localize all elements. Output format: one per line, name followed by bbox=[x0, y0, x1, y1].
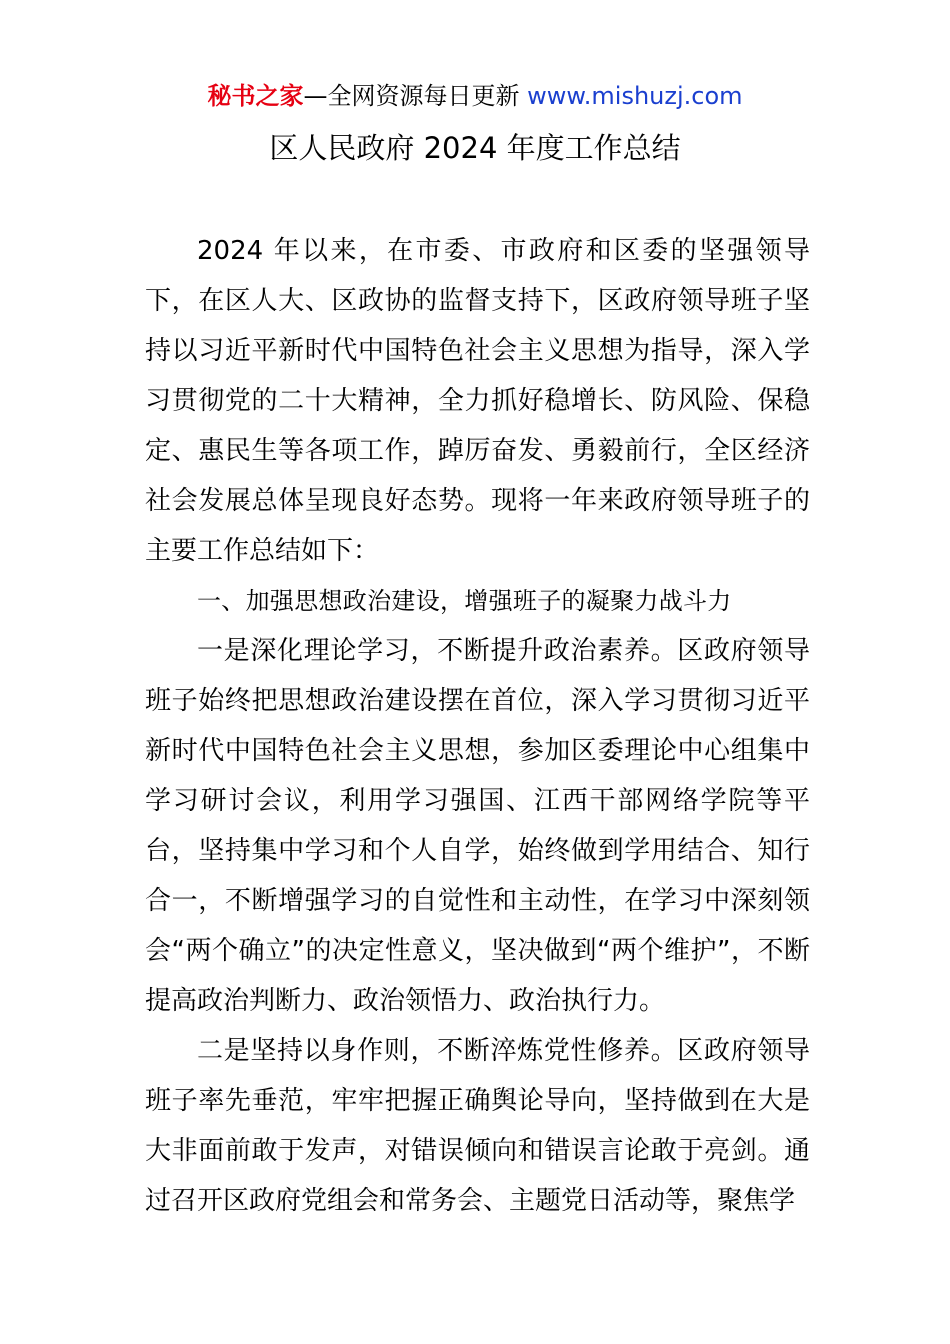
header-slogan: —全网资源每日更新 bbox=[303, 82, 528, 110]
paragraph-point-1: 一是深化理论学习，不断提升政治素养。区政府领导班子始终把思想政治建设摆在首位，深入学习贯彻习近平新时代中国特色社会主义思想，参加区委理论中心组集中学习研讨会议，利用学习强国、江西干部网络学院等平台，坚持集中学习和个人自学，始终做到学用结合、知行合一，不断增强学习的自觉性和主动性，在学习中深刻领会“两个确立”的决定性意义，坚决做到“两个维护”，不断提高政治判断力、政治领悟力、政治执行力。 bbox=[145, 636, 810, 1016]
brand-name: 秘书之家 bbox=[207, 82, 304, 110]
document-title: 区人民政府 2024 年度工作总结 bbox=[269, 131, 681, 165]
document-body bbox=[145, 226, 810, 1226]
paragraph-intro: 2024 年以来，在市委、市政府和区委的坚强领导下，在区人大、区政协的监督支持下，区政府领导班子坚持以习近平新时代中国特色社会主义思想为指导，深入学习贯彻党的二十大精神，全力抓好稳增长、防风险、保稳定、惠民生等各项工作，踔厉奋发、勇毅前行，全区经济社会发展总体呈现良好态势。现将一年来政府领导班子的主要工作总结如下： bbox=[145, 236, 810, 566]
paragraph-point-2: 二是坚持以身作则，不断淬炼党性修养。区政府领导班子率先垂范，牢牢把握正确舆论导向，坚持做到在大是大非面前敢于发声，对错误倾向和错误言论敢于亮剑。通过召开区政府党组会和常务会、主题党日活动等，聚焦学 bbox=[145, 1036, 810, 1216]
section-heading: 一、加强思想政治建设，增强班子的凝聚力战斗力 bbox=[197, 587, 732, 615]
site-url-link[interactable]: www.mishuzj.com bbox=[527, 82, 743, 110]
site-header bbox=[0, 80, 950, 112]
